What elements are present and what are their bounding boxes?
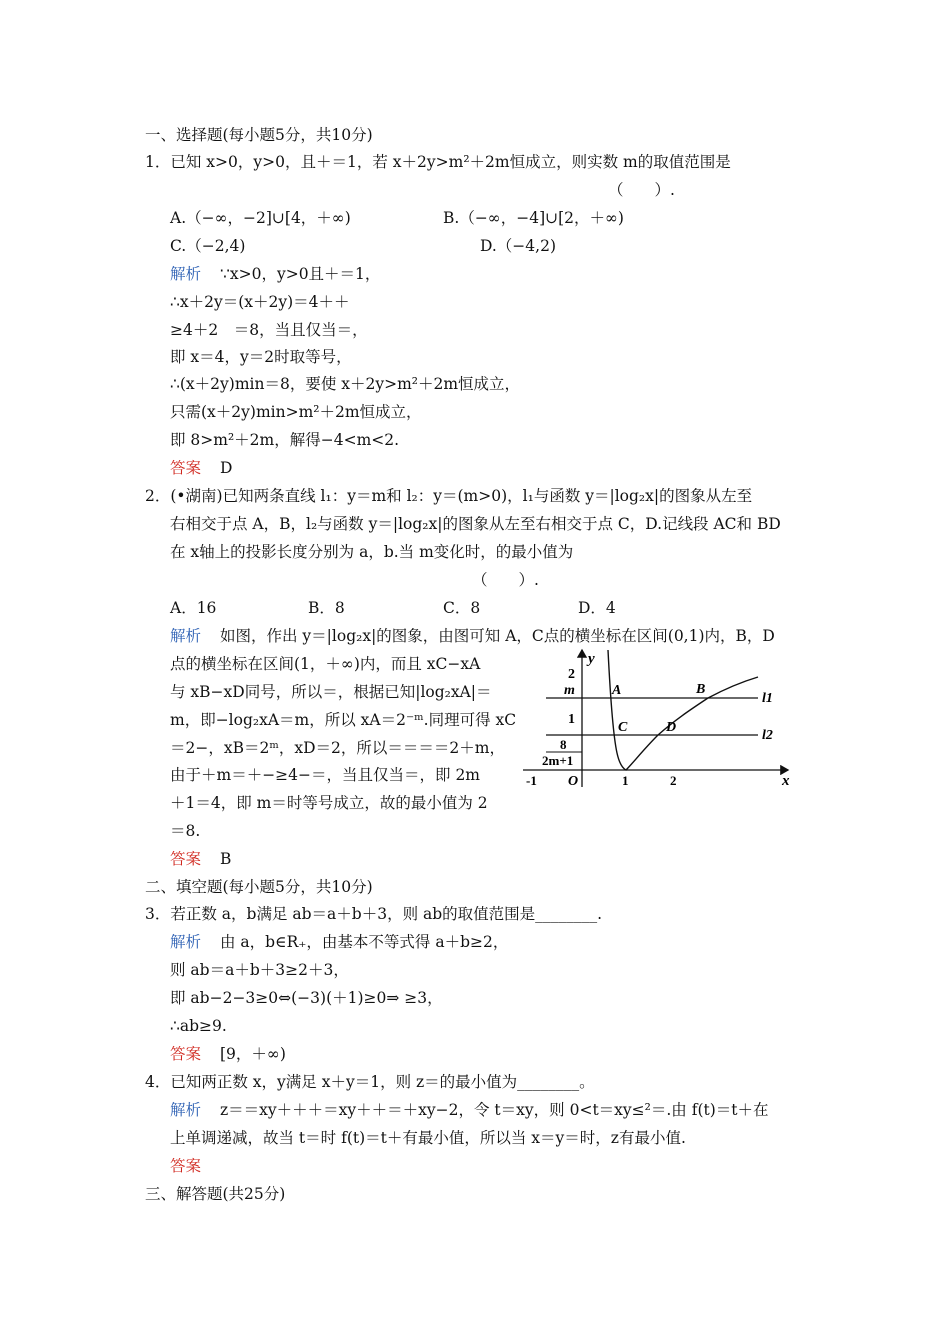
label-origin: O xyxy=(568,774,579,789)
q3-answer-label: 答案 xyxy=(170,1045,202,1063)
question-2-stem: 右相交于点 A，B，l₂与函数 y＝|log₂x|的图象从左至右相交于点 C，D.记线段 AC和 BD xyxy=(170,515,781,533)
q2-solution-label: 解析 xyxy=(170,627,202,645)
q1-solution-line: 只需(x＋2y)min>m²＋2m恒成立， xyxy=(170,403,422,421)
q2-answer-label: 答案 xyxy=(170,850,202,868)
q2-option-b: B．8 xyxy=(308,599,345,617)
q3-answer-value: [9，＋∞) xyxy=(220,1045,286,1063)
question-1-bracket: （ ）. xyxy=(608,181,675,199)
question-4-stem: 4．已知两正数 x，y满足 x＋y＝1，则 z＝的最小值为________。 xyxy=(145,1073,595,1091)
q2-option-c: C．8 xyxy=(443,599,481,617)
q2-option-d: D．4 xyxy=(578,599,616,617)
q3-solution-line: 由 a，b∈R₊，由基本不等式得 a＋b≥2， xyxy=(220,933,509,951)
q1-solution-line: ∵x>0，y>0且＋＝1， xyxy=(220,265,381,283)
q2-option-a: A．16 xyxy=(170,599,217,617)
q4-solution-label: 解析 xyxy=(170,1101,202,1119)
q3-solution-line: ∴ab≥9. xyxy=(170,1017,227,1035)
q1-solution-line: ∴x＋2y＝(x＋2y)＝4＋＋ xyxy=(170,293,350,311)
q4-solution-line: 上单调递减，故当 t＝时 f(t)＝t＋有最小值，所以当 x＝y＝时，z有最小值. xyxy=(170,1129,686,1147)
q1-solution-line: ≥4＋2 ＝8，当且仅当＝， xyxy=(170,321,368,339)
log-graph-svg xyxy=(518,645,798,790)
q1-option-d: D.（−4,2) xyxy=(480,237,556,255)
q1-solution-line: 即 8>m²＋2m，解得−4<m<2. xyxy=(170,431,400,449)
question-2-stem: 在 x轴上的投影长度分别为 a，b.当 m变化时，的最小值为 xyxy=(170,543,574,561)
q1-solution-line: ∴(x＋2y)min＝8，要使 x＋2y>m²＋2m恒成立， xyxy=(170,375,521,393)
question-2-stem: 2．(•湖南)已知两条直线 l₁：y＝m和 l₂：y＝(m>0)，l₁与函数 y＝|log₂x|的图象从左至 xyxy=(145,487,753,505)
label-l2: l2 xyxy=(762,728,773,743)
section-title-3: 三、解答题(共25分) xyxy=(145,1185,286,1203)
section-title-2: 二、填空题(每小题5分，共10分) xyxy=(145,878,373,896)
q1-option-a: A.（−∞，−2]∪[4，＋∞) xyxy=(170,209,351,227)
q4-solution-line: z＝＝xy＋＋＋＝xy＋＋＝＋xy−2，令 t＝xy，则 0<t＝xy≤²＝.由 f(t)＝t＋在 xyxy=(220,1101,769,1119)
q3-solution-label: 解析 xyxy=(170,933,202,951)
q2-solution-line: ＋1＝4，即 m＝时等号成立，故的最小值为 2 xyxy=(170,794,488,812)
q3-solution-line: 即 ab−2−3≥0⇔(−3)(＋1)≥0⇒ ≥3， xyxy=(170,989,443,1007)
q4-answer-label: 答案 xyxy=(170,1157,202,1175)
label-c: C xyxy=(618,720,628,735)
q1-solution-line: 即 x＝4，y＝2时取等号， xyxy=(170,348,352,366)
q1-solution-label: 解析 xyxy=(170,265,202,283)
section-title-1: 一、选择题(每小题5分，共10分) xyxy=(145,126,373,144)
q2-solution-line: m，即−log₂xA＝m，所以 xA＝2⁻ᵐ.同理可得 xC xyxy=(170,711,517,729)
q2-solution-line: 由于＋m＝＋−≥4−＝，当且仅当＝，即 2m xyxy=(170,766,481,784)
question-1-stem: 1．已知 x>0，y>0，且＋＝1，若 x＋2y>m²＋2m恒成立，则实数 m的取值范围是 xyxy=(145,153,731,171)
question-3-stem: 3．若正数 a，b满足 ab＝a＋b＋3，则 ab的取值范围是________. xyxy=(145,905,603,923)
label-l1: l1 xyxy=(762,691,773,706)
q2-solution-line: ＝8. xyxy=(170,822,201,840)
q3-solution-line: 则 ab＝a＋b＋3≥2＋3， xyxy=(170,961,349,979)
label-2m-plus-1: 2m+1 xyxy=(542,753,574,768)
q1-answer-label: 答案 xyxy=(170,459,202,477)
q2-solution-line: 点的横坐标在区间(1，＋∞)内，而且 xC−xA xyxy=(170,655,481,673)
q2-solution-line: 与 xB−xD同号，所以＝，根据已知|log₂xA|＝ xyxy=(170,683,492,701)
label-minus-1: -1 xyxy=(526,773,537,788)
q1-option-b: B.（−∞，−4]∪[2，＋∞) xyxy=(443,209,624,227)
label-8: 8 xyxy=(560,737,567,752)
label-1-x: 1 xyxy=(622,773,629,788)
label-b: B xyxy=(696,682,706,697)
q2-answer-value: B xyxy=(220,850,232,868)
label-2-x: 2 xyxy=(670,773,677,788)
q1-option-c: C.（−2,4) xyxy=(170,237,246,255)
log-graph-figure xyxy=(518,645,798,794)
q2-solution-line: ＝2−，xB＝2ᵐ，xD＝2，所以＝＝＝＝2＋m， xyxy=(170,739,505,757)
label-d: D xyxy=(666,720,677,735)
label-2-y: 2 xyxy=(568,667,575,682)
log-curve xyxy=(608,650,758,770)
q1-answer-value: D xyxy=(220,459,233,477)
q2-solution-line: 如图，作出 y＝|log₂x|的图象，由图可知 A，C点的横坐标在区间(0,1)内，B，D xyxy=(220,627,775,645)
label-x: x xyxy=(782,773,790,789)
label-a: A xyxy=(612,683,622,698)
label-1-y: 1 xyxy=(568,712,575,727)
question-2-bracket: （ ）. xyxy=(472,571,539,589)
label-m: m xyxy=(564,683,575,698)
label-y: y xyxy=(588,651,595,667)
